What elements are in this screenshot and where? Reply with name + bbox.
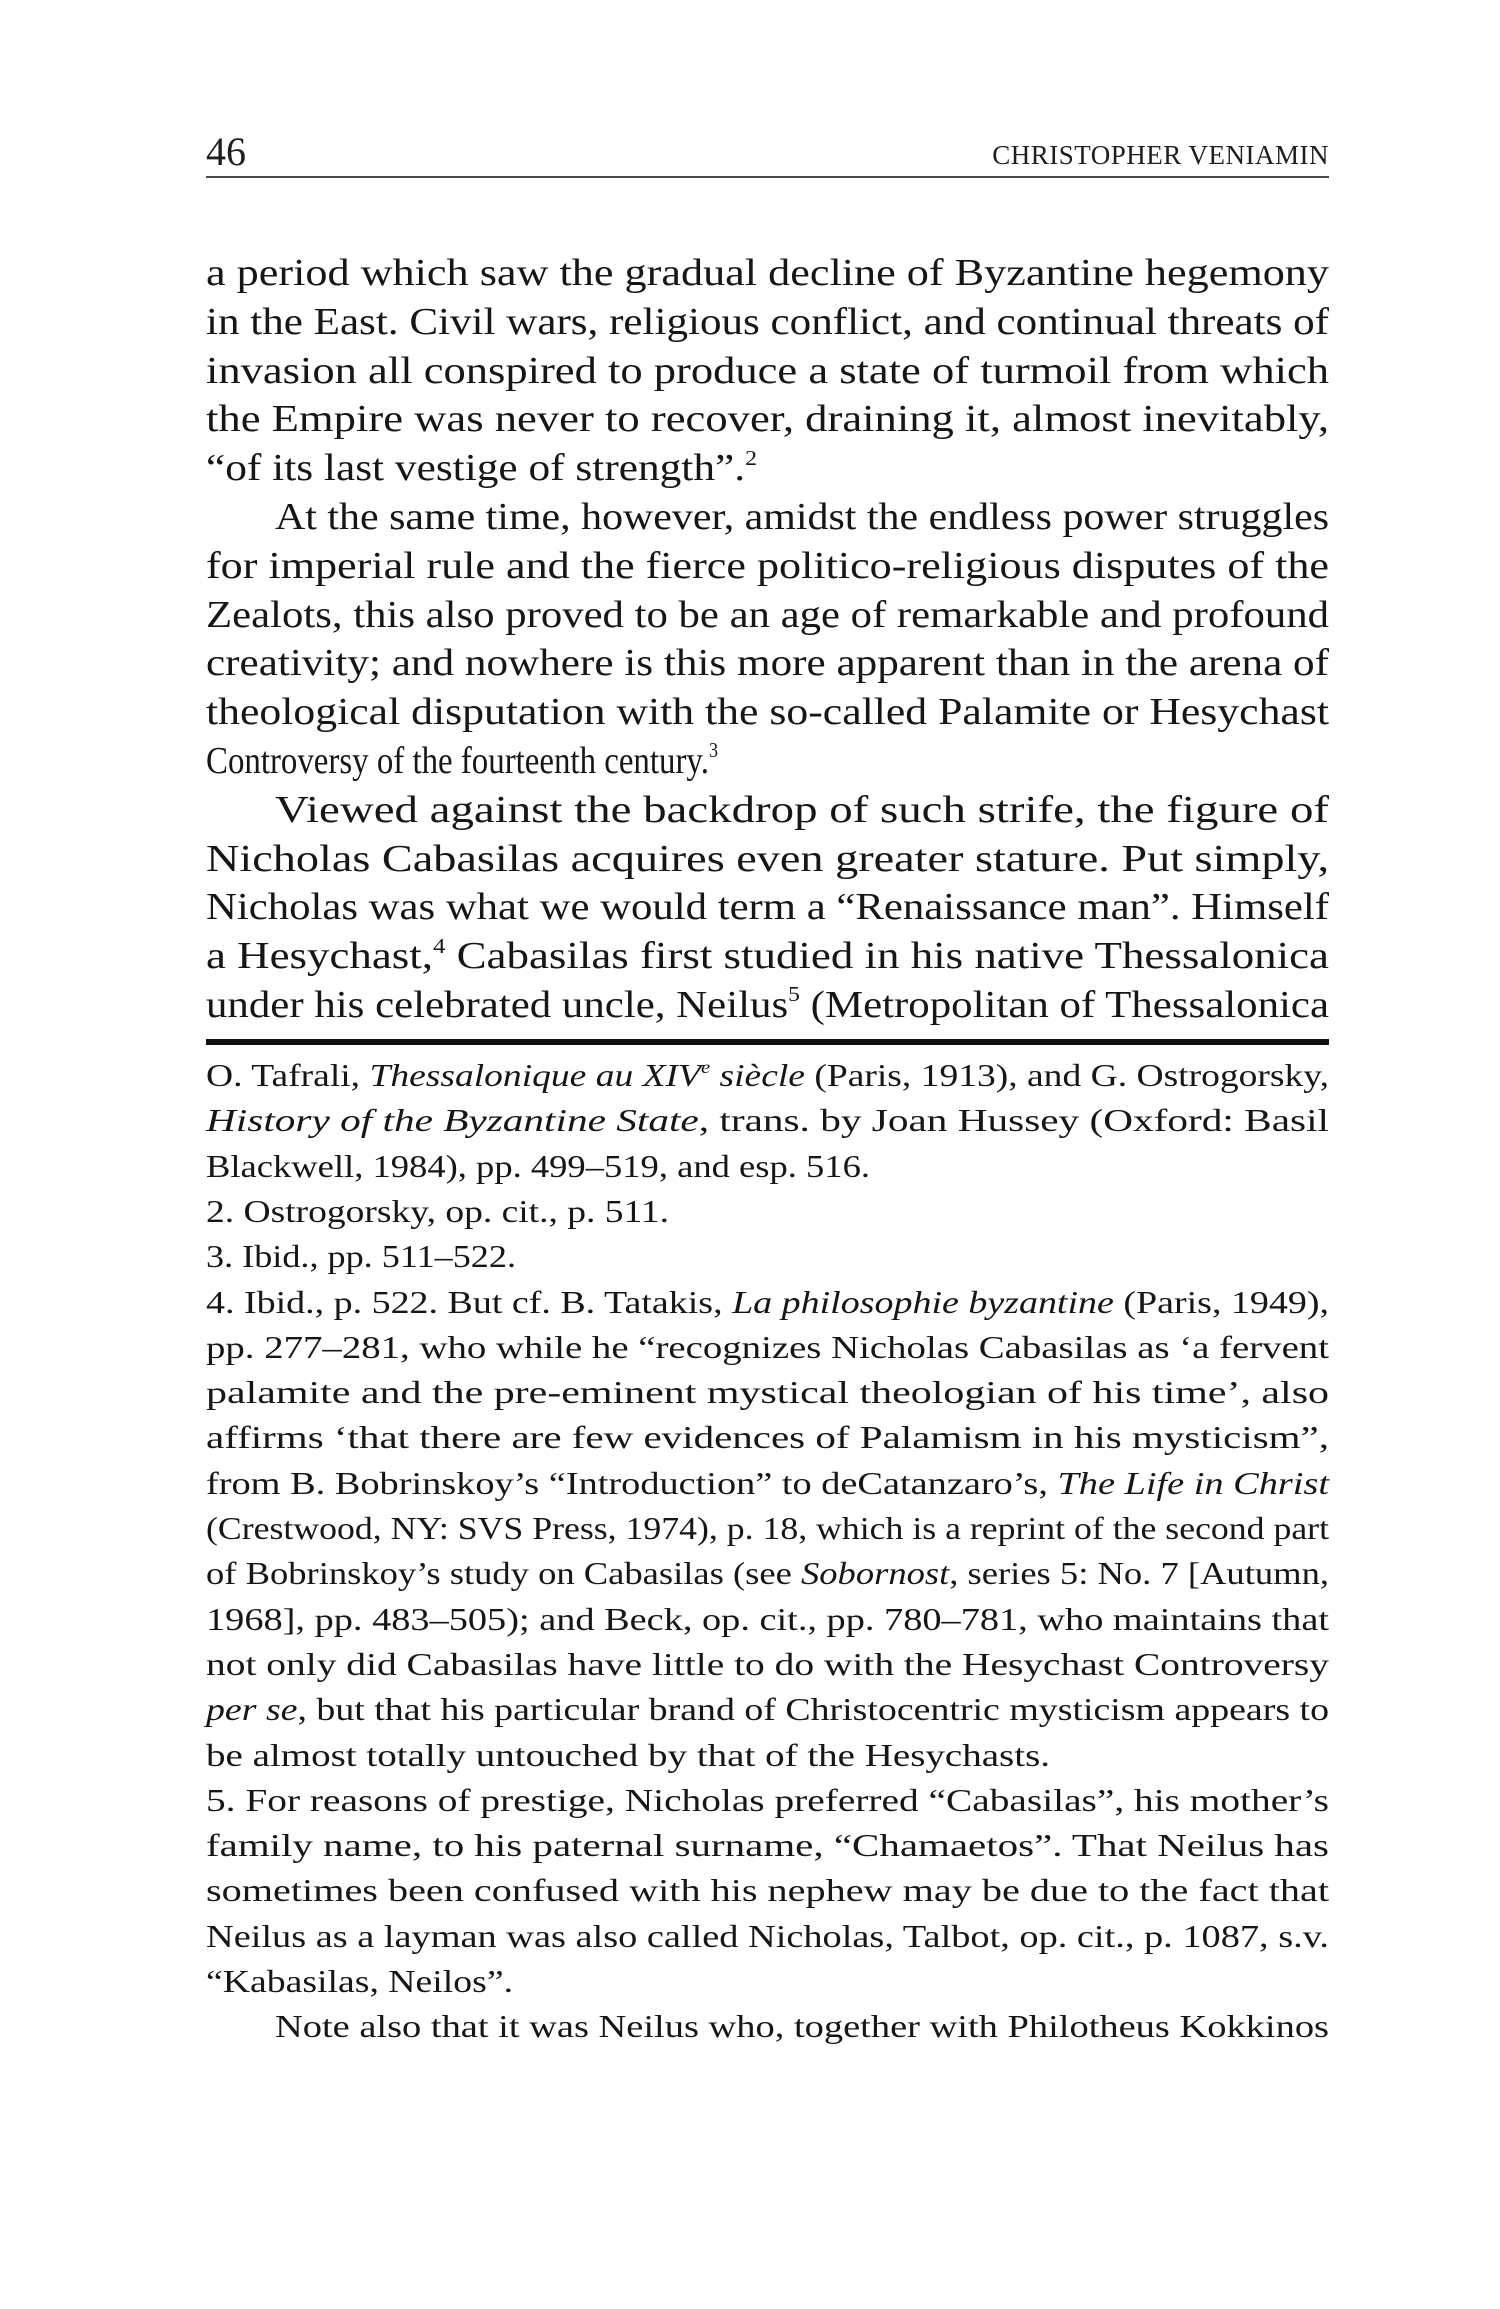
footnote-line: [206, 1736, 1050, 1774]
footnote-line: [206, 1237, 516, 1275]
footnote-line: [206, 1373, 1329, 1411]
footnote-line: [206, 1283, 1329, 1321]
text-run: 2. Ostrogorsky, op. cit., p. 511.: [206, 1192, 669, 1229]
text-run: (Metropolitan of Thessalonica: [799, 984, 1329, 1026]
text-run: Nicholas Cabasilas acquires even greater stature. Put simply,: [206, 837, 1329, 880]
italic-text: siècle: [710, 1057, 805, 1093]
body-line: [206, 446, 757, 490]
text-run: 4. Ibid., p. 522. But cf. B. Tatakis,: [206, 1283, 733, 1320]
footnote-line: [206, 1464, 1329, 1502]
text-run: O. Tafrali,: [206, 1057, 370, 1093]
text-run: sometimes been confused with his nephew may be due to the fact that: [206, 1872, 1329, 1909]
footnote-line: [206, 1147, 870, 1185]
body-line: [206, 593, 1329, 637]
text-run: a Hesychast,: [206, 935, 434, 978]
footnote-line: [206, 1962, 513, 2000]
footnote-line: [206, 1554, 1329, 1592]
text-run: “of its last vestige of strength”.: [206, 447, 746, 490]
running-title: CHRISTOPHER VENIAMIN: [992, 140, 1329, 170]
body-line: [206, 300, 1329, 344]
text-run: creativity; and nowhere is this more apparent than in the arena of: [206, 642, 1329, 685]
footnote-line: [206, 1645, 1329, 1683]
text-run: the Empire was never to recover, draining it, almost inevitably,: [206, 398, 1329, 441]
body-line: [206, 690, 1329, 734]
text-run: At the same time, however, amidst the endless power struggles: [275, 496, 1329, 538]
body-line: [275, 788, 1329, 832]
body-line: [275, 495, 1329, 539]
body-line: [206, 397, 1329, 441]
body-line: [206, 885, 1329, 929]
text-run: 3. Ibid., pp. 511–522.: [206, 1238, 516, 1275]
footnote-line: [206, 1418, 1329, 1456]
text-run: Blackwell, 1984), pp. 499–519, and esp. 516.: [206, 1147, 870, 1184]
footnote-line: [206, 1192, 669, 1230]
text-run: (Paris, 1913), and G. Ostrogorsky,: [804, 1057, 1329, 1093]
text-run: be almost totally untouched by that of the Hesychasts.: [206, 1736, 1050, 1773]
text-run: of Bobrinskoy’s study on Cabasilas (see: [206, 1555, 801, 1592]
italic-text: Sobornost: [800, 1555, 950, 1592]
footnote-ref: 2: [745, 445, 757, 470]
text-run: , series 5: No. 7 [Autumn,: [949, 1555, 1329, 1592]
body-line: [206, 349, 1329, 393]
text-run: invasion all conspired to produce a state of turmoil from which: [206, 349, 1329, 392]
text-run: (Crestwood, NY: SVS Press, 1974), p. 18, which is a reprint of the second part: [206, 1510, 1329, 1546]
footnote-ref: 4: [433, 933, 446, 958]
footnote-line: [206, 1509, 1329, 1547]
text-run: pp. 277–281, who while he “recognizes Nicholas Cabasilas as ‘a fervent: [206, 1328, 1329, 1365]
text-run: Neilus as a layman was also called Nicholas, Talbot, op. cit., p. 1087, s.v.: [206, 1917, 1329, 1954]
body-line: [206, 251, 1329, 295]
header-rule: [206, 176, 1329, 178]
italic-text: The Life in Christ: [1057, 1464, 1329, 1501]
body-line: [206, 934, 1329, 978]
footnote-line: [206, 1871, 1329, 1909]
footnote-line: [206, 1600, 1329, 1638]
body-line: [206, 544, 1329, 588]
text-run: affirms ‘that there are few evidences of Palamism in his mysticism”,: [206, 1419, 1329, 1456]
text-run: a period which saw the gradual decline of Byzantine hegemony: [206, 252, 1329, 294]
text-run: , trans. by Joan Hussey (Oxford: Basil: [698, 1102, 1329, 1139]
footnote-line: [206, 1328, 1329, 1366]
text-run: Zealots, this also proved to be an age of remarkable and profound: [206, 593, 1329, 636]
footnote-line: [206, 1690, 1329, 1728]
text-run: “Kabasilas, Neilos”.: [206, 1963, 513, 1999]
footnote-line: [275, 2007, 1329, 2045]
text-run: Nicholas was what we would term a “Renaissance man”. Himself: [206, 886, 1329, 929]
text-run: (Paris, 1949),: [1113, 1283, 1329, 1320]
text-run: , but that his particular brand of Christocentric mysticism appears to: [297, 1691, 1329, 1728]
text-run: Viewed against the backdrop of such strife, the figure of: [275, 788, 1329, 831]
text-run: 5. For reasons of prestige, Nicholas preferred “Cabasilas”, his mother’s: [206, 1781, 1329, 1818]
body-line: [206, 739, 718, 783]
text-run: theological disputation with the so-called Palamite or Hesychast: [206, 691, 1329, 734]
footnote-separator-rule: [206, 1039, 1329, 1045]
text-run: for imperial rule and the fierce politico-religious disputes of the: [206, 544, 1329, 587]
footnote-line: [206, 1826, 1329, 1864]
footnote-ref: 5: [788, 982, 800, 1007]
text-run: palamite and the pre-eminent mystical theologian of his time’, also: [206, 1374, 1329, 1411]
italic-text: History of the Byzantine State: [206, 1102, 699, 1139]
text-run: from B. Bobrinskoy’s “Introduction” to deCatanzaro’s,: [206, 1464, 1058, 1501]
text-run: Cabasilas first studied in his native Thessalonica: [445, 935, 1329, 978]
text-run: in the East. Civil wars, religious conflict, and continual threats of: [206, 300, 1329, 343]
italic-text: per se: [206, 1691, 298, 1728]
footnote-line: [206, 1056, 1329, 1094]
body-line: [206, 983, 1329, 1027]
footnote-ref: e: [700, 1056, 711, 1077]
text-run: Note also that it was Neilus who, together with Philotheus Kokkinos: [275, 2008, 1329, 2045]
italic-text: La philosophie byzantine: [732, 1283, 1114, 1320]
footnote-ref: 3: [708, 738, 718, 763]
text-run: not only did Cabasilas have little to do with the Hesychast Controversy: [206, 1645, 1329, 1682]
italic-text: Thessalonique au XIV: [369, 1057, 701, 1093]
text-run: 1968], pp. 483–505); and Beck, op. cit., pp. 780–781, who maintains that: [206, 1600, 1329, 1637]
text-run: under his celebrated uncle, Neilus: [206, 984, 789, 1026]
footnote-line: [206, 1101, 1329, 1139]
body-line: [206, 641, 1329, 685]
text-run: Controversy of the fourteenth century.: [206, 740, 709, 782]
body-line: [206, 837, 1329, 881]
footnote-line: [206, 1781, 1329, 1819]
page-number: 46: [206, 129, 246, 174]
running-head: [206, 129, 1329, 174]
footnote-line: [206, 1917, 1329, 1955]
text-run: family name, to his paternal surname, “Chamaetos”. That Neilus has: [206, 1827, 1329, 1864]
